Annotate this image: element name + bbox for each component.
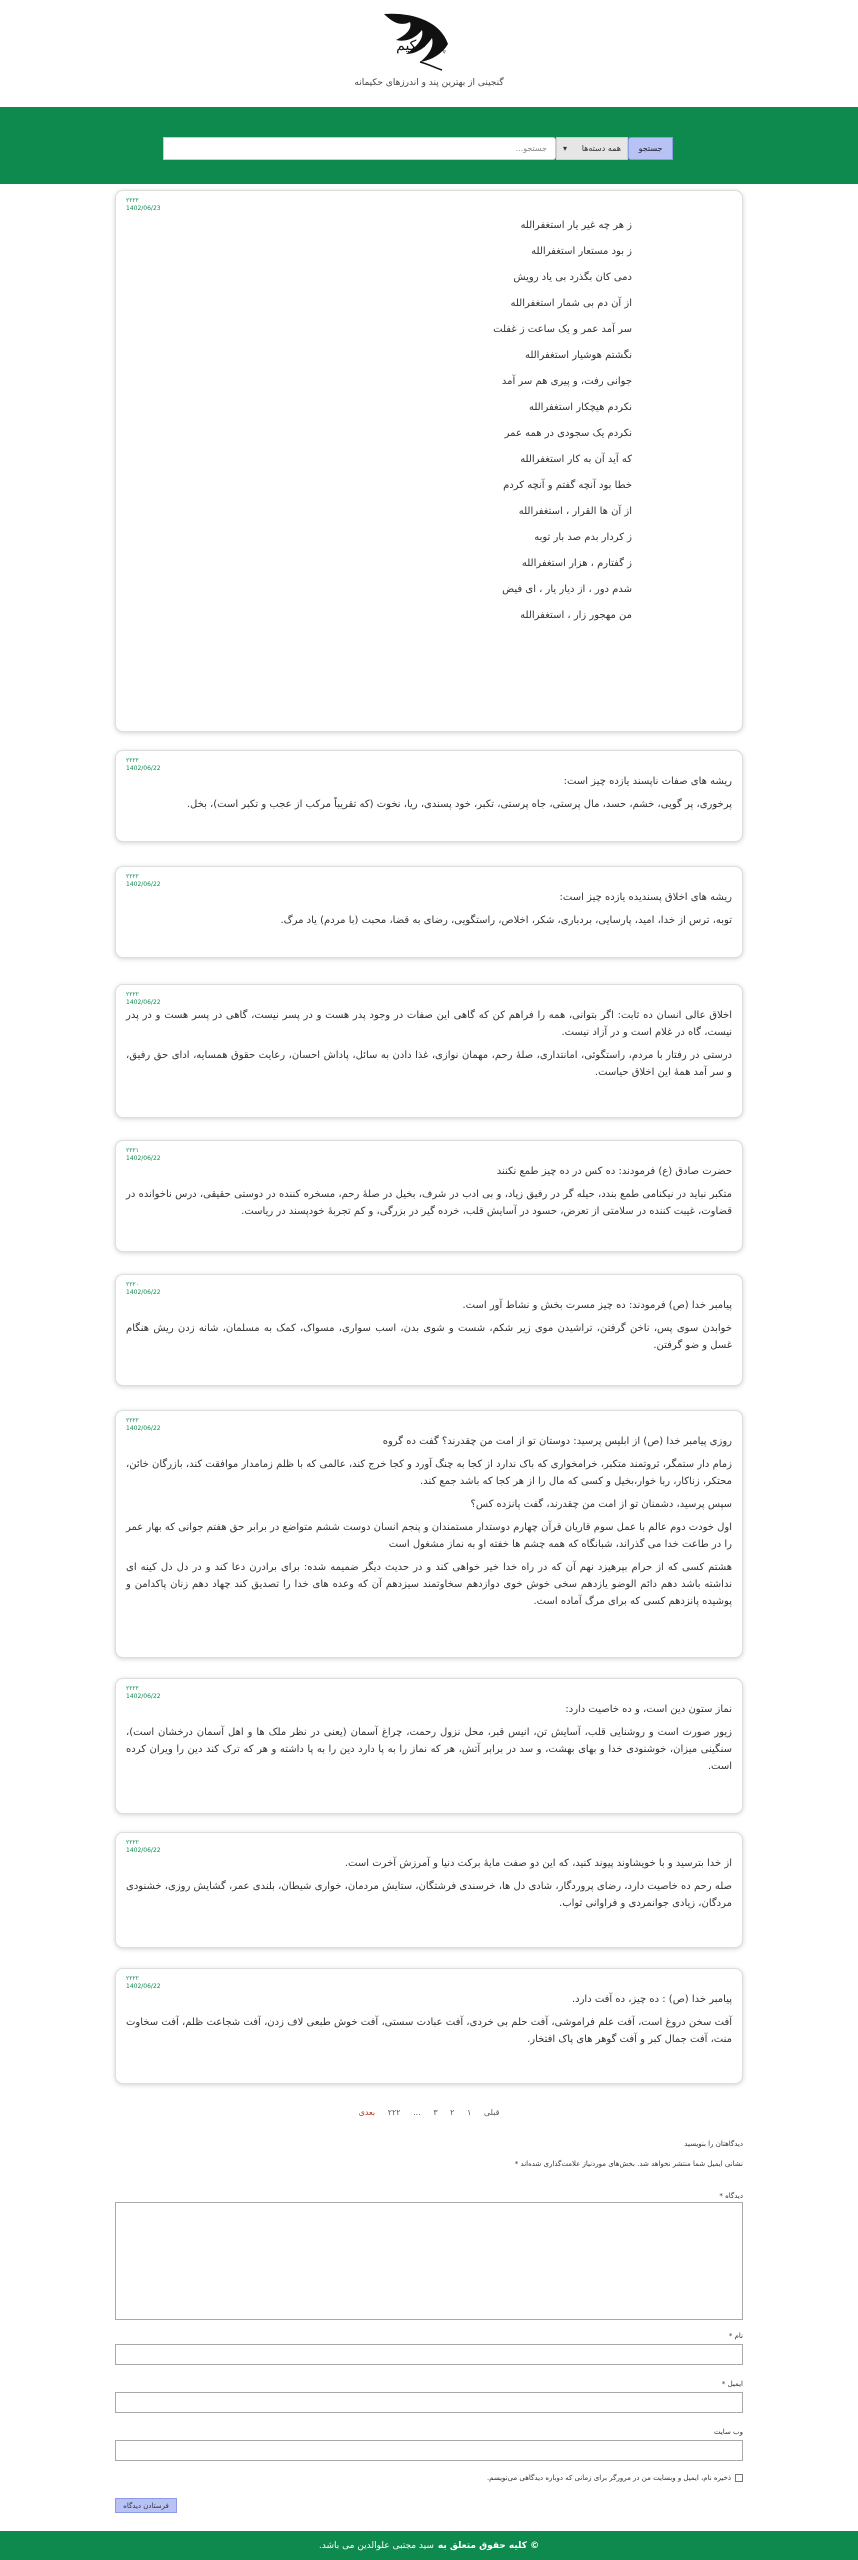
- post-paragraph: نماز ستون دین است، و ده خاصیت دارد:: [565, 1704, 732, 1715]
- post-number: ۲۲۲۱: [126, 1147, 139, 1154]
- post-body: [126, 1163, 732, 1220]
- post-body: [126, 1701, 732, 1775]
- post-paragraph: ریشه های اخلاق پسندیده یازده چیز است:: [559, 892, 732, 903]
- post-paragraph: اول خودت دوم عالم با عمل سوم قاریان قرآن چهارم دوستدار مستمندان و پنجم انسان دوست ششم متواضع در برابر حق هفتم جوانی که بهار عمر را در طاعت خدا می گذراند، شبانگاه که همه چشم ها خفته او به نماز مشغول است: [125, 1522, 732, 1550]
- comment-note: نشانی ایمیل شما منتشر نخواهد شد. بخش‌های موردنیاز علامت‌گذاری شده‌اند *: [514, 2160, 743, 2168]
- comment-heading: دیدگاهتان را بنویسید: [684, 2140, 743, 2148]
- post-paragraph: از خدا بترسید و با خویشاوند پیوند کنید، که این دو صفت مایهٔ برکت دنیا و آمرزش آخرت است.: [344, 1858, 732, 1869]
- pagination-first[interactable]: قبلی: [483, 2108, 500, 2117]
- post-number: ۲۲۲۰: [126, 1281, 139, 1288]
- poem-line: جوانی رفت، و پیری هم سر آمد: [501, 376, 632, 387]
- site-footer: [0, 2531, 858, 2560]
- post-date[interactable]: 1402/06/22: [126, 999, 161, 1006]
- poem-line: ز هر چه غیر یار استغفرالله: [520, 220, 632, 231]
- post-body: [126, 1007, 732, 1081]
- post-card: [115, 750, 743, 842]
- post-date[interactable]: 1402/06/22: [126, 1847, 161, 1854]
- post-card: [115, 1274, 743, 1386]
- post-paragraph: درستی در رفتار با مردم، راستگوئی، امانتداری، صلهٔ رحم، مهمان نوازی، غذا دادن به سائل، پاداش احسان، رعایت حقوق همسایه، ادای حق رفیق، و سر آمد همهٔ این اخلاق حیاست.: [126, 1050, 732, 1078]
- post-body: [126, 773, 732, 813]
- post-date[interactable]: 1402/06/22: [126, 1983, 161, 1990]
- post-paragraph: پیامبر خدا (ص) فرمودند: ده چیز مسرت بخش و نشاط آور است.: [462, 1300, 732, 1311]
- post-body: [126, 1855, 732, 1912]
- site-tagline: گنجینی از بهترین پند و اندرزهای حکیمانه: [354, 78, 504, 88]
- email-label: ایمیل *: [721, 2380, 743, 2388]
- page-link[interactable]: ۳: [433, 2108, 438, 2117]
- post-paragraph: زمام دار ستمگر، ثروتمند متکبر، خرامخواری که باک ندارد از کجا به چنگ آورد و کجا خرج کند، عالمی که با ظلم زمامدار موافقت کند، بازرگان خائن، محتکر، زناکار، ربا خوار،بخیل و کسی که مال را از هر کجا که باشد جمع کند.: [126, 1459, 732, 1487]
- post-date[interactable]: 1402/06/22: [126, 1425, 161, 1432]
- poem-line: ز بود مستعار استغفرالله: [531, 246, 632, 257]
- website-label: وب سایت: [713, 2428, 743, 2436]
- chevron-down-icon: ▾: [563, 144, 568, 153]
- post-date[interactable]: 1402/06/22: [126, 765, 161, 772]
- submit-comment-button[interactable]: فرستادن دیدگاه: [115, 2498, 177, 2513]
- post-body: [126, 1297, 732, 1354]
- poem-line: من مهجور زار ، استغفرالله: [520, 610, 632, 621]
- poem-line: که آید آن به کار استغفرالله: [520, 454, 632, 465]
- website-field[interactable]: [115, 2440, 743, 2461]
- save-info-label: ذخیره نام، ایمیل و وبسایت من در مرورگر برای زمانی که دوباره دیدگاهی می‌نویسم.: [486, 2474, 731, 2482]
- post-number: ۲۲۲۲: [126, 197, 139, 204]
- post-paragraph: سپس پرسید، دشمنان تو از امت من چقدرند، گفت پانزده کس؟: [470, 1499, 732, 1510]
- category-select[interactable]: [556, 137, 628, 160]
- save-info-checkbox[interactable]: [735, 2474, 743, 2482]
- page-link[interactable]: ۲: [450, 2108, 455, 2117]
- post-date[interactable]: 1402/06/22: [126, 1693, 161, 1700]
- poem-line: از آن دم بی شمار استغفرالله: [510, 298, 632, 309]
- site-logo[interactable]: [380, 10, 490, 72]
- post-paragraph: پرخوری، پر گویی، خشم، حسد، مال پرستی، جاه پرستی، تکبر، خود پسندی، ریا، نخوت (که تقریباً مرکب از عجب و تکبر است)، بخل.: [186, 799, 732, 810]
- search-button[interactable]: جستجو: [628, 137, 673, 160]
- post-card: [115, 1140, 743, 1252]
- poem-line: از آن ها القرار ، استغفرالله: [518, 506, 632, 517]
- svg-text:پند حکیم: پند حکیم: [396, 38, 446, 54]
- category-select-label: همه دسته‌ها: [581, 144, 621, 153]
- post-body: [126, 1433, 732, 1610]
- post-paragraph: آفت سخن دروغ است، آفت علم فراموشی، آفت حلم بی خردی، آفت عبادت سستی، آفت خوش طبعی لاف زدن، آفت شجاعت ظلم، آفت سخاوت منت، آفت جمال کبر و آفت گوهر های پاک افتخار.: [126, 2017, 732, 2045]
- post-card: [115, 984, 743, 1118]
- save-info-row: [487, 2474, 743, 2482]
- post-paragraph: اخلاق عالی انسان ده ثابت: اگر بتوانی، همه را فراهم کن که گاهی این صفات در وجود پدر هست و در پسر نیست، گاهی در پسر هست و در پدر نیست، گاه در غلام است و در آزاد نیست.: [126, 1010, 732, 1038]
- poem-line: شدم دور ، از دیار یار ، ای فیض: [502, 584, 632, 595]
- post-date[interactable]: 1402/06/22: [126, 1289, 161, 1296]
- post-paragraph: روزی پیامبر خدا (ص) از ابلیس پرسید: دوستان تو از امت من چقدرند؟ گفت ده گروه: [382, 1436, 732, 1447]
- email-field[interactable]: [115, 2392, 743, 2413]
- page-link[interactable]: ۱: [467, 2108, 472, 2117]
- post-card: [115, 1678, 743, 1814]
- post-number: ۲۲۲۲: [126, 757, 139, 764]
- search-input[interactable]: جستجو...: [163, 137, 556, 160]
- post-paragraph: پیامبر خدا (ص) : ده چیز، ده آفت دارد.: [571, 1994, 732, 2005]
- poem-line: ز کردار بدم صد بار توبه: [534, 532, 632, 543]
- name-field[interactable]: [115, 2344, 743, 2365]
- post-number: ۲۲۲۲: [126, 1839, 139, 1846]
- post-paragraph: هشتم کسی که از حرام بپرهیزد نهم آن که در راه خدا خیر خواهی کند و در حدیث دیگر ضمیمه شده: برای برادرن دعا کند و در دل دل کینه ای نداشته باشد دهم دائم الوضو یازدهم سخی خوش خوی دوازدهم سخاوتمند سیزدهم آن که وعده های خدا را تصدیق کند چهاد دهم زنان پاکدامن و پوشیده پانزدهم کسی که برای مرگ آماده است.: [126, 1562, 732, 1607]
- post-body: [126, 889, 732, 929]
- post-card: [115, 866, 743, 958]
- poem-line: نکردم یک سجودی در همه عمر: [504, 428, 632, 439]
- poem-line: خطا بود آنچه گفتم و آنچه کردم: [503, 480, 632, 491]
- post-number: ۲۲۲۲: [126, 873, 139, 880]
- post-date[interactable]: 1402/06/22: [126, 1155, 161, 1162]
- comment-textarea[interactable]: [115, 2202, 743, 2320]
- post-card: [115, 190, 743, 732]
- footer-owner: سید مجتبی علوالدین می باشد.: [318, 2540, 434, 2551]
- name-label: نام *: [728, 2332, 743, 2340]
- post-paragraph: صله رحم ده خاصیت دارد، رضای پروردگار، شادی دل ها، خرسندی فرشتگان، ستایش مردمان، خواری شیطان، بلندی عمر، گشایش روزی، خشنودی مردگان، زیادی جوانمردی و فراوانی ثواب.: [126, 1881, 732, 1909]
- post-body: [126, 1991, 732, 2048]
- post-number: ۲۲۲۲: [126, 1975, 139, 1982]
- site-header: [0, 0, 858, 107]
- post-number: ۲۲۲۲: [126, 1685, 139, 1692]
- post-paragraph: خوابدن سوی پس، ناخن گرفتن، تراشیدن موی زیر شکم، شست و شوی بدن، اسب سواری، مسواک، کمک به مسلمان، شانه زدن ریش هنگام غسل و ضو گرفتن.: [126, 1323, 732, 1351]
- poem-line: سر آمد عمر و یک ساعت ز غفلت: [493, 324, 632, 335]
- poem-line: دمی کان بگذرد بی یاد رویش: [513, 272, 632, 283]
- poem-line: نکردم هیچکار استغفرالله: [528, 402, 632, 413]
- poem-lines: [126, 213, 732, 629]
- post-paragraph: متکبر نباید در نیکنامی طمع بندد، حیله گر در رفیق زیاد، و بی ادب در شرف، بخیل در صلهٔ رحم، مسخره کننده در دوستی حقیقی، درس ناخوانده در قضاوت، غیبت کننده در سلامتی از تعرض، حسود در آسایش قلب، خرده گیر در بزرگی، و کم تجربهٔ خودپسند در ریاست.: [126, 1189, 732, 1217]
- post-number: ۲۲۲۲: [126, 1417, 139, 1424]
- poem-line: ز گفتارم ، هزار استغفرالله: [521, 558, 632, 569]
- post-card: [115, 1968, 743, 2084]
- post-card: [115, 1832, 743, 1948]
- comment-label: دیدگاه *: [719, 2192, 743, 2200]
- post-paragraph: ریشه های صفات ناپسند یازده چیز است:: [563, 776, 732, 787]
- page-ellipsis: ...: [413, 2108, 421, 2117]
- pagination-next[interactable]: بعدی: [358, 2108, 376, 2117]
- post-paragraph: توبه، ترس از خدا، امید، پارسایی، بردباری، شکر، اخلاص، راستگویی، رضای به قضا، محبت (با مردم) یاد مرگ.: [280, 915, 732, 926]
- post-paragraph: حضرت صادق (ع) فرمودند: ده کس در ده چیز طمع نکنند: [496, 1166, 732, 1177]
- post-date[interactable]: 1402/06/23: [126, 205, 161, 212]
- footer-copyright: © کلیه حقوق متعلق به: [437, 2540, 540, 2551]
- pagination: [0, 2108, 858, 2117]
- poem-line: نگشتم هوشیار استغفرالله: [524, 350, 632, 361]
- quill-logo-icon: [380, 10, 490, 72]
- post-card: [115, 1410, 743, 1658]
- page-link[interactable]: ۲۲۲: [387, 2108, 401, 2117]
- post-meta: [126, 197, 732, 213]
- post-paragraph: زیور صورت است و روشنایی قلب، آسایش تن، انیس قبر، محل نزول رحمت، چراغ آسمان (یعنی در نظر ملک ها و اهل آسمان درخشان است)، سنگینی میزان، خوشنودی خدا و بهای بهشت، و سد در برابر آتش، هر که نماز را به پا دارد دین را به پا داشته و هر که ترک کند دین را ویران کرده است.: [126, 1727, 732, 1772]
- post-number: ۲۲۲۲: [126, 991, 139, 998]
- search-form: [163, 137, 673, 160]
- post-date[interactable]: 1402/06/22: [126, 881, 161, 888]
